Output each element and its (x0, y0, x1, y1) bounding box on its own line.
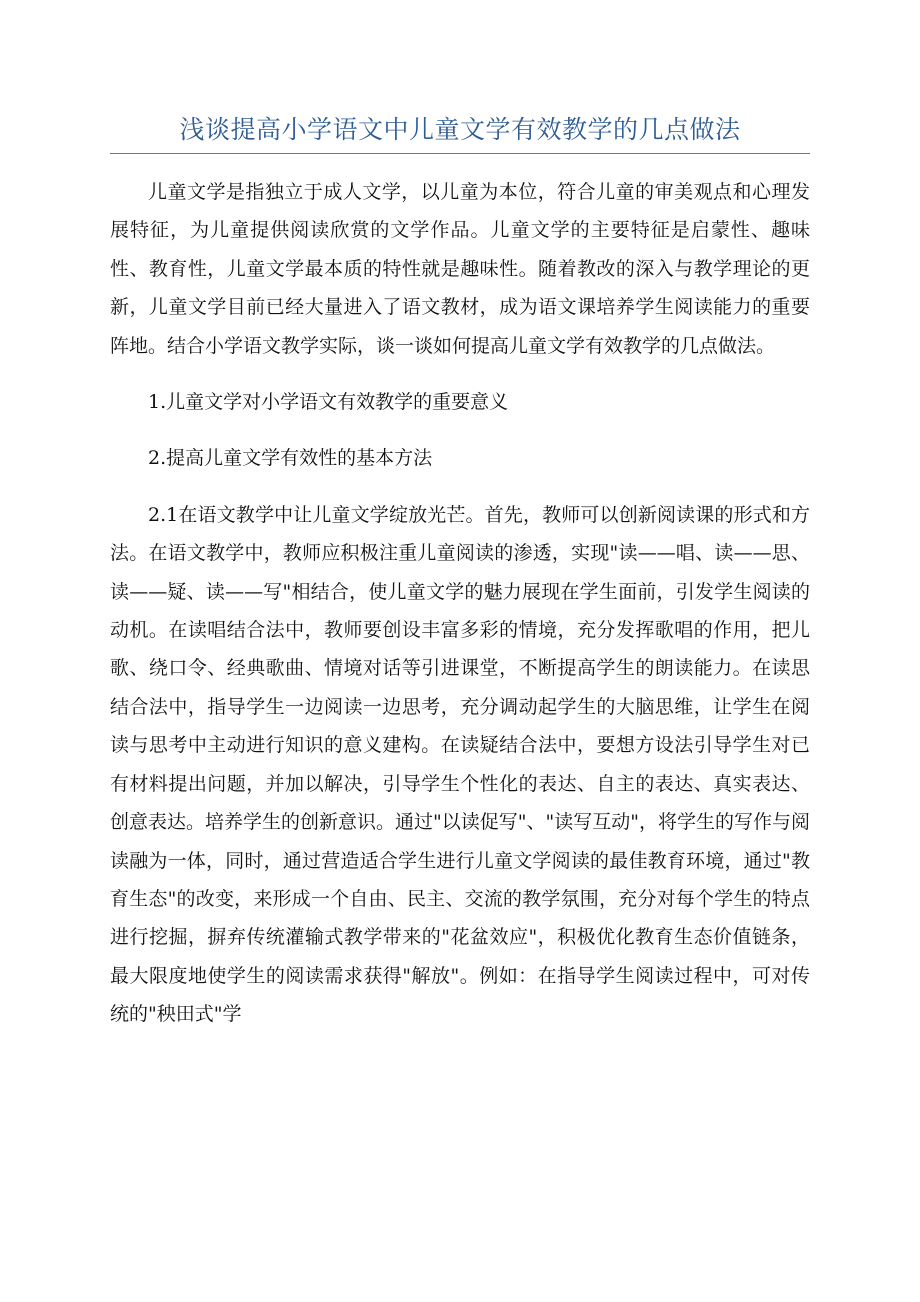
section-2-1-paragraph: 2.1在语文教学中让儿童文学绽放光芒。首先，教师可以创新阅读课的形式和方法。在语文教学中，教师应积极注重儿童阅读的渗透，实现"读——唱、读——思、读——疑、读——写"相结合，使儿童文学的魅力展现在学生面前，引发学生阅读的动机。在读唱结合法中，教师要创设丰富多彩的情境，充分发挥歌唱的作用，把儿歌、绕口令、经典歌曲、情境对话等引进课堂，不断提高学生的朗读能力。在读思结合法中，指导学生一边阅读一边思考，充分调动起学生的大脑思维，让学生在阅读与思考中主动进行知识的意义建构。在读疑结合法中，要想方设法引导学生对已有材料提出问题，并加以解决，引导学生个性化的表达、自主的表达、真实表达、创意表达。培养学生的创新意识。通过"以读促写"、"读写互动"，将学生的写作与阅读融为一体，同时，通过营造适合学生进行儿童文学阅读的最佳教育环境，通过"教育生态"的改变，来形成一个自由、民主、交流的教学氛围，充分对每个学生的特点进行挖掘，摒弃传统灌输式教学带来的"花盆效应"，积极优化教育生态价值链条，最大限度地使学生的阅读需求获得"解放"。例如：在指导学生阅读过程中，可对传统的"秧田式"学 (110, 503, 810, 1026)
section-heading-1: 1.儿童文学对小学语文有效教学的重要意义 (148, 391, 509, 414)
title-underline (110, 153, 810, 154)
intro-paragraph: 儿童文学是指独立于成人文学，以儿童为本位，符合儿童的审美观点和心理发展特征，为儿童提供阅读欣赏的文学作品。儿童文学的主要特征是启蒙性、趣味性、教育性，儿童文学最本质的特性就是趣味性。随着教改的深入与教学理论的更新，儿童文学目前已经大量进入了语文教材，成为语文课培养学生阅读能力的重要阵地。结合小学语文教学实际，谈一谈如何提高儿童文学有效教学的几点做法。 (110, 181, 810, 357)
document-title: 浅谈提高小学语文中儿童文学有效教学的几点做法 (179, 115, 741, 144)
section-heading-2: 2.提高儿童文学有效性的基本方法 (148, 447, 433, 470)
document-body (110, 173, 810, 1034)
